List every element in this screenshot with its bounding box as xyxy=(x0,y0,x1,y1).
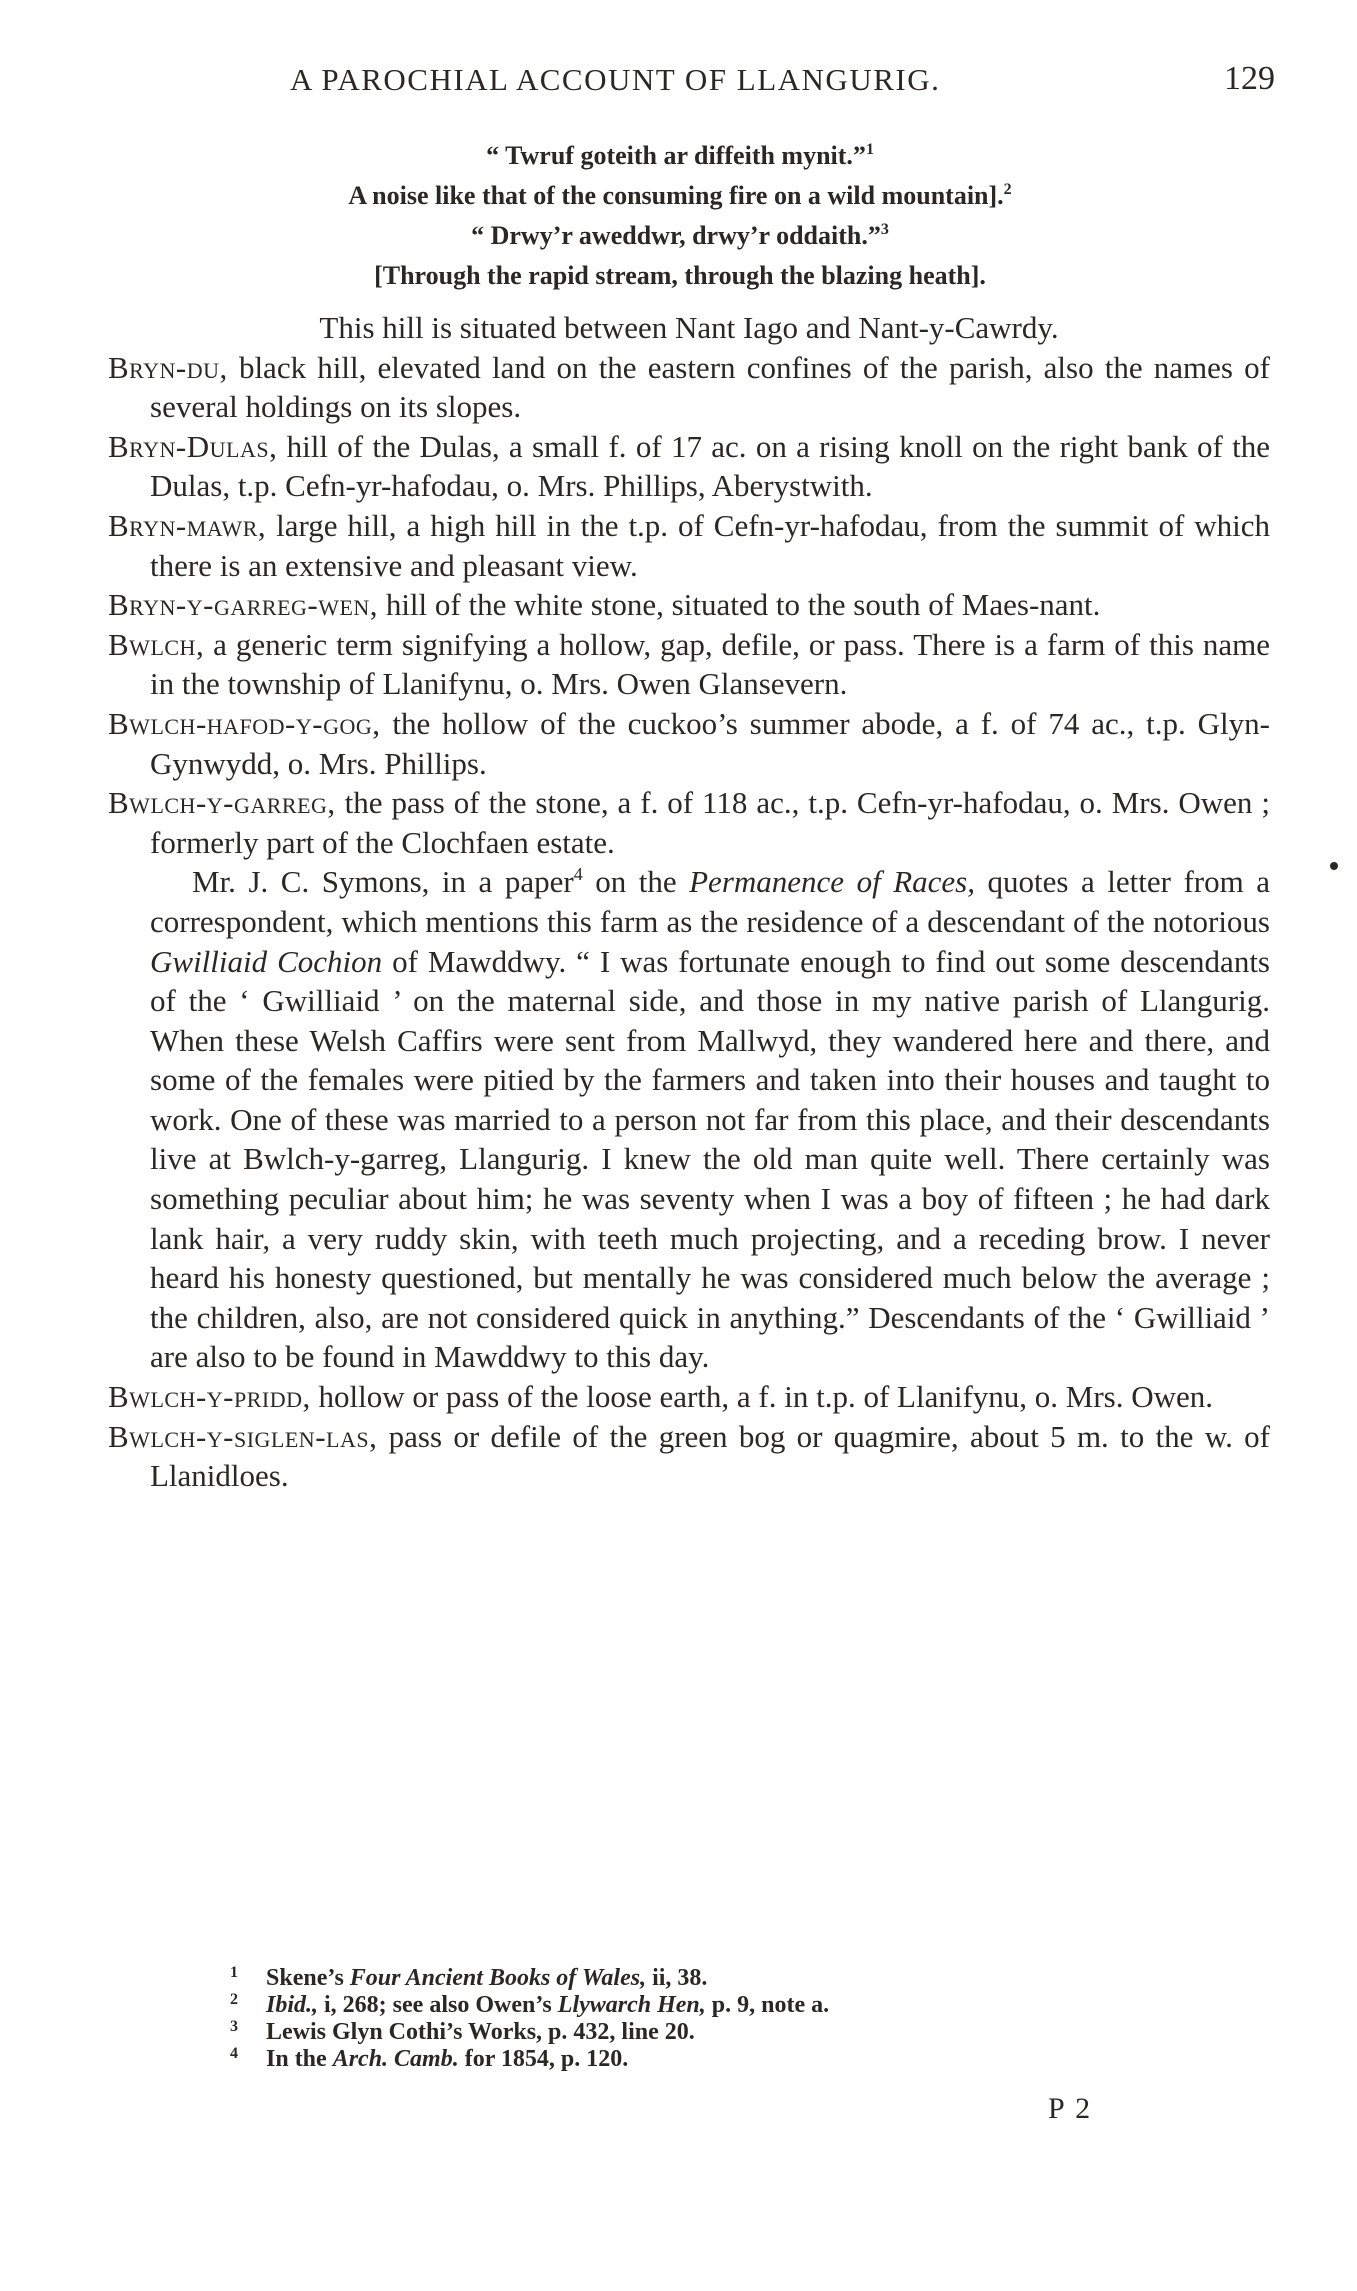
footnote: 3 Lewis Glyn Cothi’s Works, p. 432, line 20. xyxy=(230,2018,695,2045)
entry-bryn-y-garreg-wen xyxy=(108,585,1270,625)
entry-headword: Bryn-Dulas, xyxy=(108,428,278,464)
hill-location-line: This hill is situated between Nant Iago and Nant-y-Cawrdy. xyxy=(319,310,1059,345)
work-title: Permanence of Races, xyxy=(689,864,975,900)
running-head xyxy=(290,62,1275,102)
entry-text: black hill, elevated land on the eastern confines of the parish, also the names of several holdings on its slopes. xyxy=(150,349,1270,425)
entry-headword: Bwlch-y-siglen-las, xyxy=(108,1418,378,1454)
footnote-ref[interactable]: 1 xyxy=(865,141,874,158)
entry-headword: Bryn-mawr, xyxy=(108,507,267,543)
entry-headword: Bwlch-hafod-y-gog, xyxy=(108,705,381,741)
page-number: 129 xyxy=(1224,60,1275,97)
entry-bwlch-y-garreg xyxy=(108,783,1270,862)
entry-bwlch-hafod-y-gog xyxy=(108,704,1270,783)
entry-headword: Bwlch-y-pridd, xyxy=(108,1379,311,1415)
entry-headword: Bwlch, xyxy=(108,626,205,662)
entry-text: a generic term signifying a hollow, gap, defile, or pass. There is a farm of this name in the township of Llanifynu, o. Mrs. Owen Glansevern. xyxy=(150,626,1270,702)
entry-headword: Bryn-du, xyxy=(108,349,228,385)
signature-mark: P 2 xyxy=(1048,2092,1093,2125)
footnote: 2 Ibid., i, 268; see also Owen’s Llywarch Hen, p. 9, note a. xyxy=(230,1991,830,2018)
entry-headword: Bryn-y-garreg-wen, xyxy=(108,587,379,623)
entry-bryn-dulas xyxy=(108,427,1270,506)
running-head-title: A PAROCHIAL ACCOUNT OF LLANGURIG. xyxy=(290,62,941,97)
entry-bwlch-y-siglen-las xyxy=(108,1417,1270,1496)
footnote-ref[interactable]: 3 xyxy=(880,221,889,238)
entry-text: the pass of the stone, a f. of 118 ac., t.p. Cefn-yr-hafodau, o. Mrs. Owen ; formerly part of the Clochfaen estate. xyxy=(150,785,1270,860)
symons-quotation: Mr. J. C. Symons, in a paper$^4$ on the Permanence of Races, quotes a letter from a correspondent, which mentions this farm as the residence of a descendant of the notorious Gwilliaid Cochion of Mawddwy. “ I was fortunate enough to find out some descendants of the ‘ Gwilliaid ’ on the maternal side, and those in my native parish of Llangurig. When these Welsh Caffirs were sent from Mallwyd, they wandered here and there, and some of the females were pitied by the farmers and taken into their houses and taught to work. One of these was married to a person not far from this place, and their descendants live at Bwlch-y-garreg, Llangurig. I knew the old man quite well. There certainly was something peculiar about him; he was seventy when I was a boy of fifteen ; he had dark lank hair, a very ruddy skin, with teeth much projecting, and a receding brow. I never heard his honesty questioned, but mentally he was considered much below the average ; the children, also, are not considered quick in anything.” Descendants of the ‘ Gwilliaid ’ are also to be found in Mawddwy to this day. xyxy=(150,864,1270,1375)
verse-line: [Through the rapid stream, through the blazing heath]. xyxy=(374,261,986,290)
entry-bwlch-y-pridd xyxy=(108,1377,1270,1417)
verse-line: A noise like that of the consuming fire on a wild mountain].$^2$ xyxy=(348,181,1012,210)
entry-text: large hill, a high hill in the t.p. of Cefn-yr-hafodau, from the summit of which there is an extensive and pleasant view. xyxy=(150,507,1270,583)
footnote: 4 In the Arch. Camb. for 1854, p. 120. xyxy=(230,2045,629,2072)
gazetteer-entries xyxy=(108,308,1270,1496)
entry-headword: Bwlch-y-garreg, xyxy=(108,785,336,821)
footnote-ref[interactable]: 4 xyxy=(573,864,583,885)
entry-text: hill of the white stone, situated to the south of Maes-nant. xyxy=(378,587,1101,623)
verse-line: “ Twruf goteith ar diffeith mynit.”$^1$ xyxy=(486,141,874,170)
entry-text: the hollow of the cuckoo’s summer abode, a f. of 74 ac., t.p. Glyn-Gynwydd, o. Mrs. Phillips. xyxy=(150,705,1270,781)
ink-speck xyxy=(1330,862,1338,870)
entry-text: hollow or pass of the loose earth, a f. in t.p. of Llanifynu, o. Mrs. Owen. xyxy=(310,1379,1214,1415)
footnote: 1 Skene’s Four Ancient Books of Wales, ii, 38. xyxy=(230,1964,708,1991)
footnotes xyxy=(230,1965,1230,2073)
entry-bryn-mawr xyxy=(108,506,1270,585)
footnote-ref[interactable]: 2 xyxy=(1003,181,1012,198)
verse-line: “ Drwy’r aweddwr, drwy’r oddaith.”$^3$ xyxy=(471,221,889,250)
entry-text: pass or defile of the green bog or quagmire, about 5 m. to the w. of Llanidloes. xyxy=(150,1418,1270,1494)
tribe-name: Gwilliaid Cochion xyxy=(150,943,383,979)
entry-text: hill of the Dulas, a small f. of 17 ac. on a rising knoll on the right bank of the Dulas, t.p. Cefn-yr-hafodau, o. Mrs. Phillips, Aberystwith. xyxy=(150,428,1270,504)
entry-bwlch xyxy=(108,625,1270,704)
entry-bryn-du xyxy=(108,348,1270,427)
